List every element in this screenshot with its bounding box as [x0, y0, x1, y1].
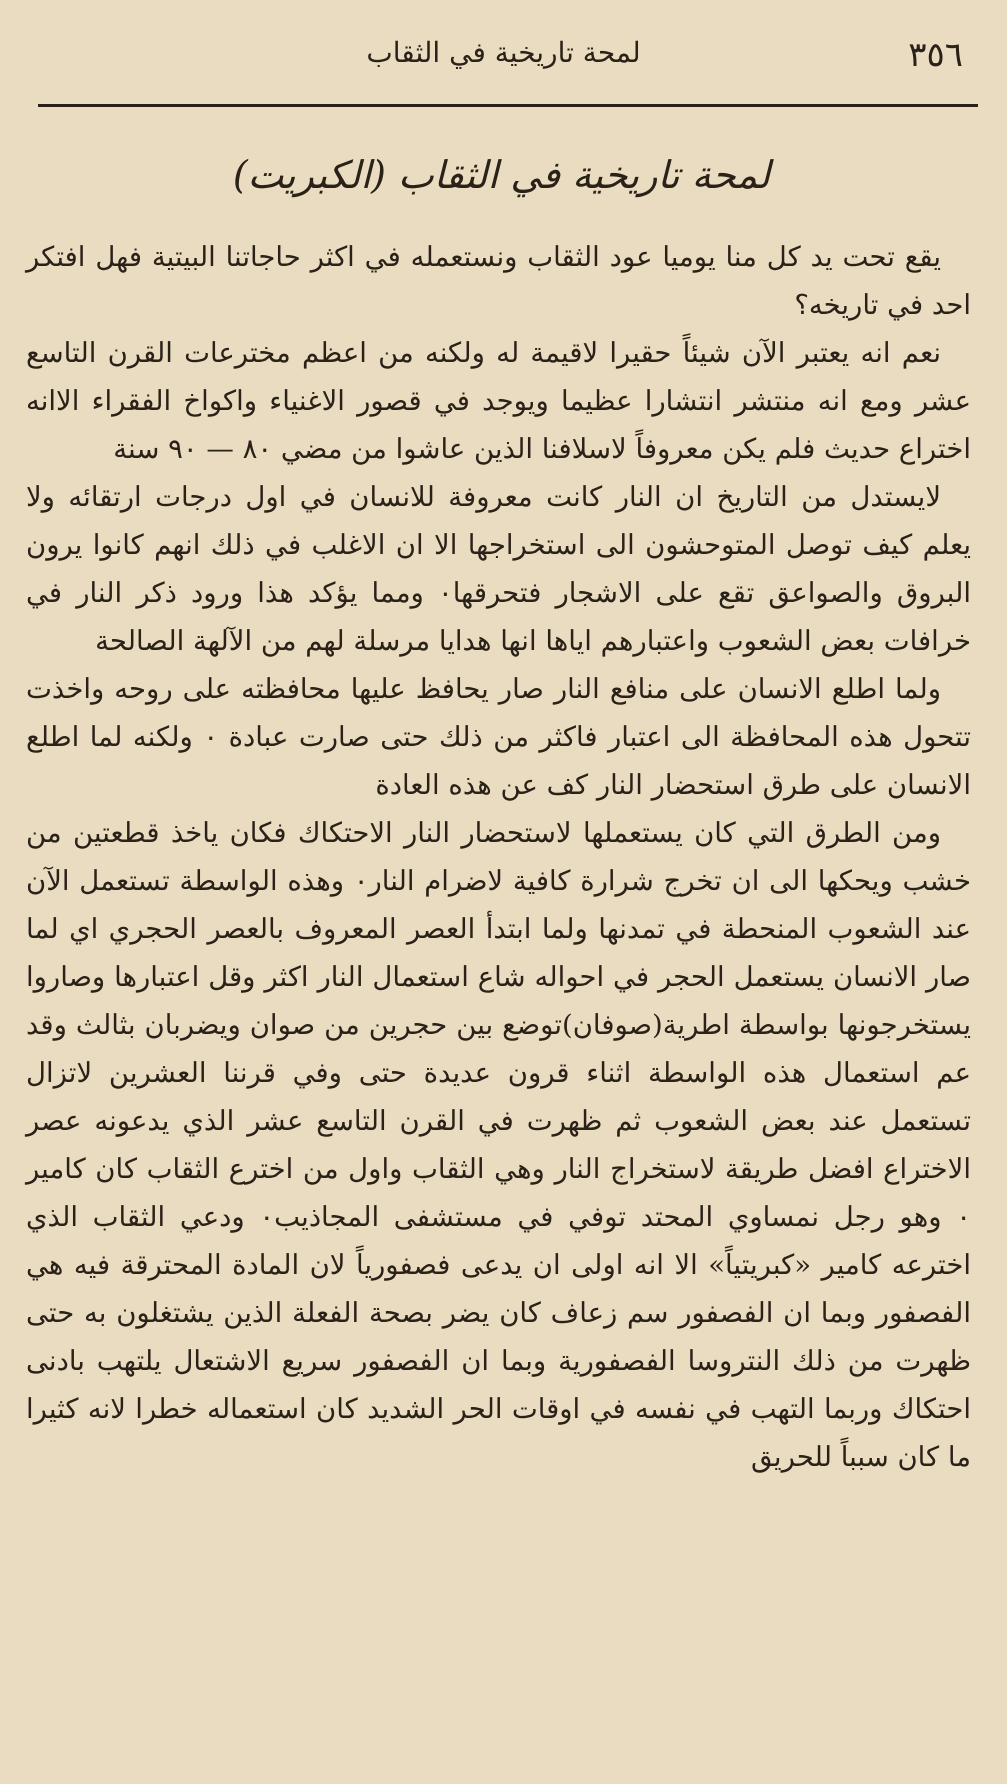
paragraph-1: يقع تحت يد كل منا يوميا عود الثقاب ونستعمله في اكثر حاجاتنا البيتية فهل افتكر احد في تاريخه؟ [26, 241, 971, 321]
paragraph-5: ومن الطرق التي كان يستعملها لاستحضار النار الاحتكاك فكان ياخذ قطعتين من خشب ويحكها الى ان تخرج شرارة كافية لاضرام النار٠ وهذه الواسطة تستعمل الآن عند الشعوب المنحطة في تمدنها ولما ابتدأ العصر المعروف بالعصر الحجري اي لما صار الانسان يستعمل الحجر في احواله شاع استعمال النار اكثر وقل اعتبارها وصاروا يستخرجونها بواسطة اطرية(صوفان)توضع بين حجرين من صوان ويضربان بثالث وقد عم استعمال هذه الواسطة اثناء قرون عديدة حتى وفي قرننا العشرين لاتزال تستعمل عند بعض الشعوب ثم ظهرت في القرن التاسع عشر الذي يدعونه عصر الاختراع افضل طريقة لاستخراج النار وهي الثقاب واول من اخترع الثقاب كان كامير ٠ وهو رجل نمساوي المحتد توفي في مستشفى المجاذيب٠ ودعي الثقاب الذي اخترعه كامير «كبريتياً» الا انه اولى ان يدعى فصفورياً لان المادة المحترقة فيه هي الفصفور وبما ان الفصفور سم زعاف كان يضر بصحة الفعلة الذين يشتغلون به حتى ظهرت من ذلك النتروسا الفصفورية وبما ان الفصفور سريع الاشتعال يلتهب بادنى احتكاك وربما التهب في نفسه في اوقات الحر الشديد كان استعماله خطرا لانه كثيرا ما كان سبباً للحريق [26, 817, 971, 1473]
running-title: لمحة تاريخية في الثقاب [366, 36, 641, 69]
article-title: لمحة تاريخية في الثقاب (الكبريت) [232, 153, 771, 197]
paragraph-2: نعم انه يعتبر الآن شيئاً حقيرا لاقيمة له ولكنه من اعظم مخترعات القرن التاسع عشر ومع انه منتشر انتشارا عظيما ويوجد في قصور الاغنياء واكواخ الفقراء الاانه اختراع حديث فلم يكن معروفاً لاسلافنا الذين عاشوا من مضي ٨٠ — ٩٠ سنة [26, 337, 971, 465]
header-rule [38, 104, 978, 107]
article-body [26, 233, 977, 1481]
page-number: ٣٥٦ [908, 35, 963, 75]
paragraph-3: لايستدل من التاريخ ان النار كانت معروفة للانسان في اول درجات ارتقائه ولا يعلم كيف توصل المتوحشون الى استخراجها الا ان الاغلب في ذلك انهم كانوا يرون البروق والصواعق تقع على الاشجار فتحرقها٠ ومما يؤكد هذا ورود ذكر النار في خرافات بعض الشعوب واعتبارهم اياها انها هدايا مرسلة لهم من الآلهة الصالحة [26, 481, 971, 657]
paragraph-4: ولما اطلع الانسان على منافع النار صار يحافظ عليها محافظته على روحه واخذت تتحول هذه المحافظة الى اعتبار فاكثر من ذلك حتى صارت عبادة ٠ ولكنه لما اطلع الانسان على طرق استحضار النار كف عن هذه العادة [26, 673, 972, 801]
